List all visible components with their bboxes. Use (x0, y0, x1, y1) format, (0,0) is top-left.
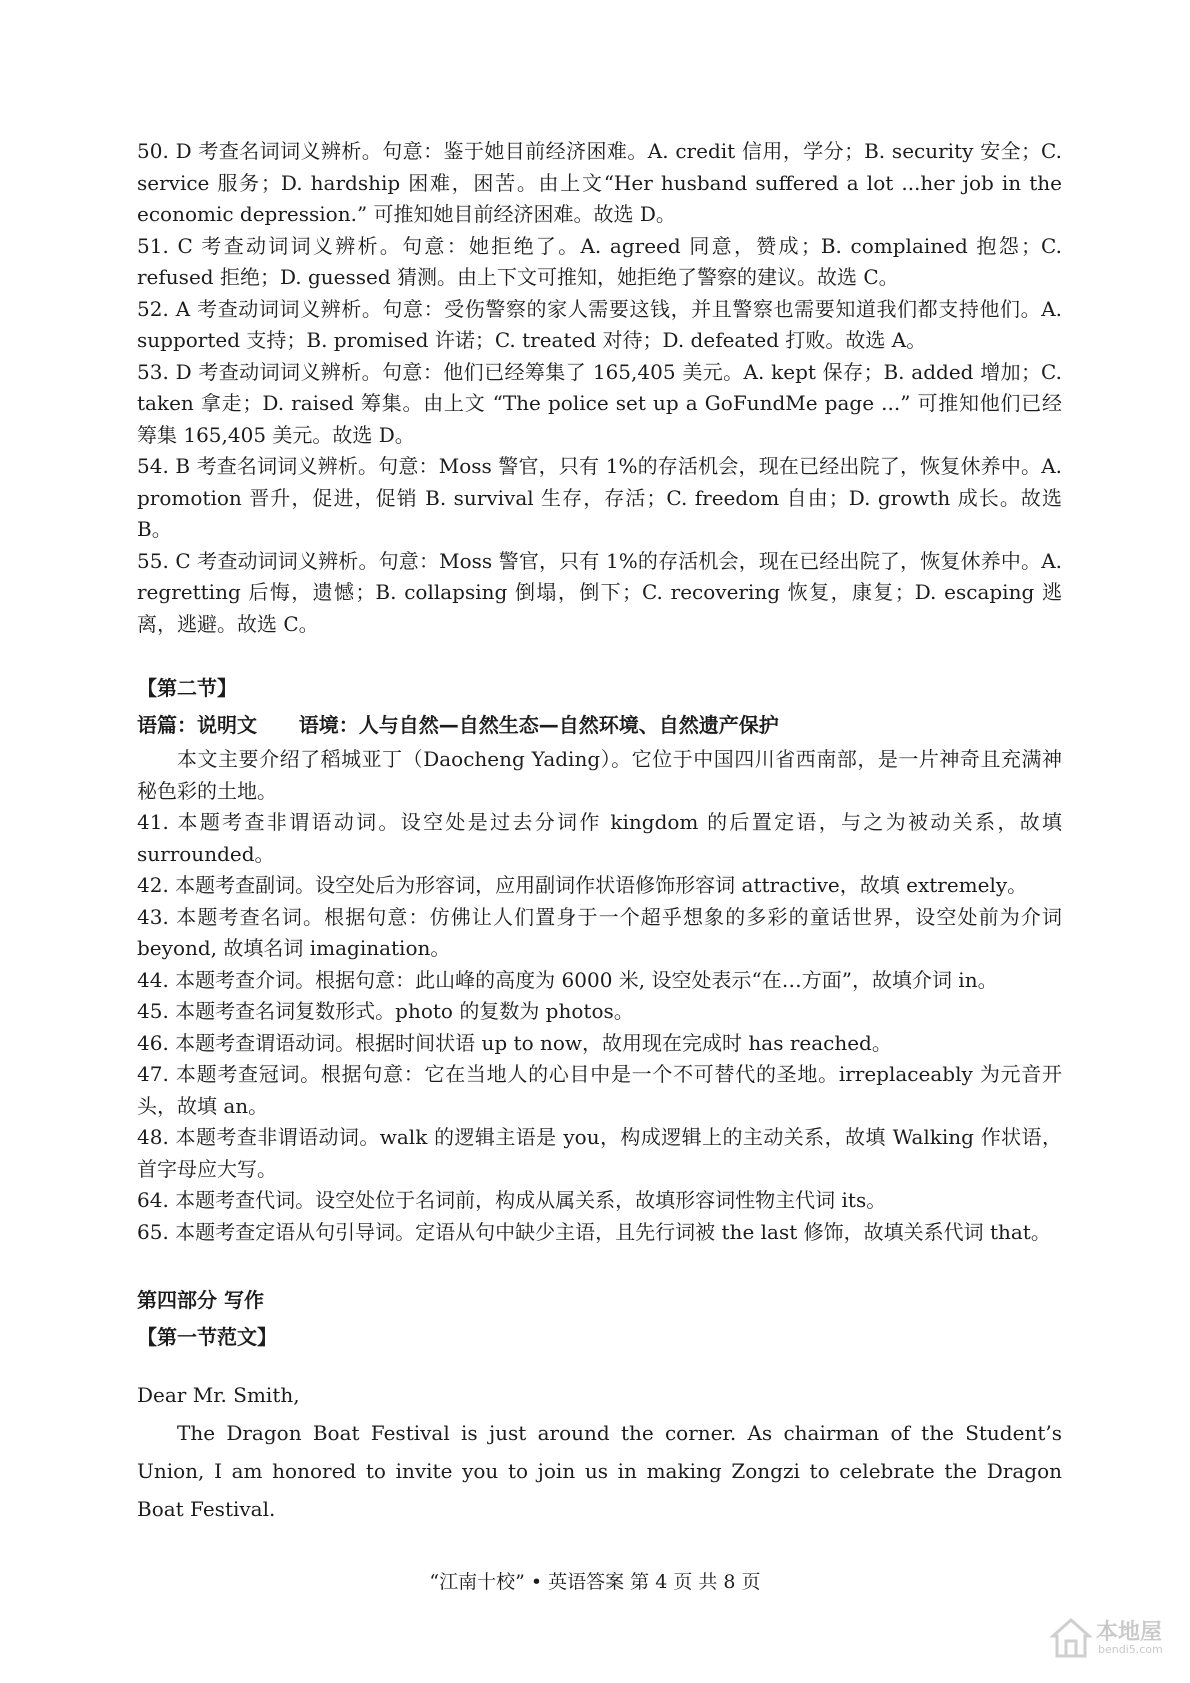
watermark-logo (1050, 1613, 1170, 1663)
answer-55: 55. C 考查动词词义辨析。句意：Moss 警官，只有 1%的存活机会，现在已经出院了，恢复休养中。A. regretting 后悔，遗憾；B. collapsing 倒塌，倒下；C. recovering 恢复，康复；D. escaping 逃离，逃避。故选 C。 (137, 548, 1062, 636)
part4-heading: 第四部分 写作 (137, 1288, 264, 1312)
answer-42: 42. 本题考查副词。设空处后为形容词，应用副词作状语修饰形容词 attractive，故填 extremely。 (137, 873, 1028, 897)
section2-heading: 【第二节】 (137, 676, 237, 700)
answer-48: 48. 本题考查非谓语动词。walk 的逻辑主语是 you，构成逻辑上的主动关系，故填 Walking 作状语，首字母应大写。 (137, 1125, 1062, 1181)
answer-47: 47. 本题考查冠词。根据句意：它在当地人的心目中是一个不可替代的圣地。irreplaceably 为元音开头，故填 an。 (137, 1062, 1062, 1118)
answer-51: 51. C 考查动词词义辨析。句意：她拒绝了。A. agreed 同意，赞成；B. complained 抱怨；C. refused 拒绝；D. guessed 猜测。由上下文可推知，她拒绝了警察的建议。故选 C。 (137, 233, 1062, 289)
logo-text: 本地屋 (1096, 1620, 1163, 1645)
section2-genre-line: 语篇：说明文 语境：人与自然—自然生态—自然环境、自然遗产保护 (137, 713, 779, 737)
house-icon (1050, 1617, 1092, 1659)
section2-answers (137, 807, 1062, 1248)
answer-46: 46. 本题考查谓语动词。根据时间状语 up to now，故用现在完成时 has reached。 (137, 1030, 892, 1055)
answer-41: 41. 本题考查非谓语动词。设空处是过去分词作 kingdom 的后置定语，与之为被动关系，故填 surrounded。 (137, 810, 1062, 866)
vocab-answers (137, 136, 1062, 640)
answer-53: 53. D 考查动词词义辨析。句意：他们已经筹集了 165,405 美元。A. kept 保存；B. added 增加；C. taken 拿走；D. raised 筹集。由上文 “The police set up a GoFundMe page ...” 可推知他们已经筹集 165,405 美元。故选 D。 (137, 359, 1062, 447)
page-footer: “江南十校” • 英语答案 第 4 页 共 8 页 (429, 1571, 761, 1593)
answer-64: 64. 本题考查代词。设空处位于名词前，构成从属关系，故填形容词性物主代词 its。 (137, 1188, 887, 1212)
part4-sub-heading: 【第一节范文】 (137, 1325, 277, 1349)
answer-45: 45. 本题考查名词复数形式。photo 的复数为 photos。 (137, 999, 634, 1023)
page-content (137, 136, 1062, 1528)
answer-43: 43. 本题考查名词。根据句意：仿佛让人们置身于一个超乎想象的多彩的童话世界，设空处前为介词 beyond, 故填名词 imagination。 (137, 904, 1062, 960)
section2-intro: 本文主要介绍了稻城亚丁（Daocheng Yading）。它位于中国四川省西南部，是一片神奇且充满神秘色彩的土地。 (137, 747, 1062, 803)
logo-url: bendi5.com (1098, 1643, 1163, 1656)
answer-50: 50. D 考查名词词义辨析。句意：鉴于她目前经济困难。A. credit 信用，学分；B. security 安全；C. service 服务；D. hardship 困难，困苦。由上文“Her husband suffered a lot ...her job in the economic depression.” 可推知她目前经济困难。故选 D。 (137, 139, 1062, 226)
letter-salutation: Dear Mr. Smith, (137, 1383, 300, 1407)
answer-65: 65. 本题考查定语从句引导词。定语从句中缺少主语，且先行词被 the last 修饰，故填关系代词 that。 (137, 1219, 1051, 1244)
answer-54: 54. B 考查名词词义辨析。句意：Moss 警官，只有 1%的存活机会，现在已经出院了，恢复休养中。A. promotion 晋升，促进，促销 B. survival 生存，存活；C. freedom 自由；D. growth 成长。故选 B。 (137, 454, 1062, 541)
answer-52: 52. A 考查动词词义辨析。句意：受伤警察的家人需要这钱，并且警察也需要知道我们都支持他们。A. supported 支持；B. promised 许诺；C. treated 对待；D. defeated 打败。故选 A。 (137, 296, 1062, 352)
answer-44: 44. 本题考查介词。根据句意：此山峰的高度为 6000 米, 设空处表示“在…方面”，故填介词 in。 (137, 967, 998, 992)
letter-paragraph: The Dragon Boat Festival is just around the corner. As chairman of the Student’s Union, I am honored to invite you to join us in making Zongzi to celebrate the Dragon Boat Festival. (137, 1421, 1062, 1521)
